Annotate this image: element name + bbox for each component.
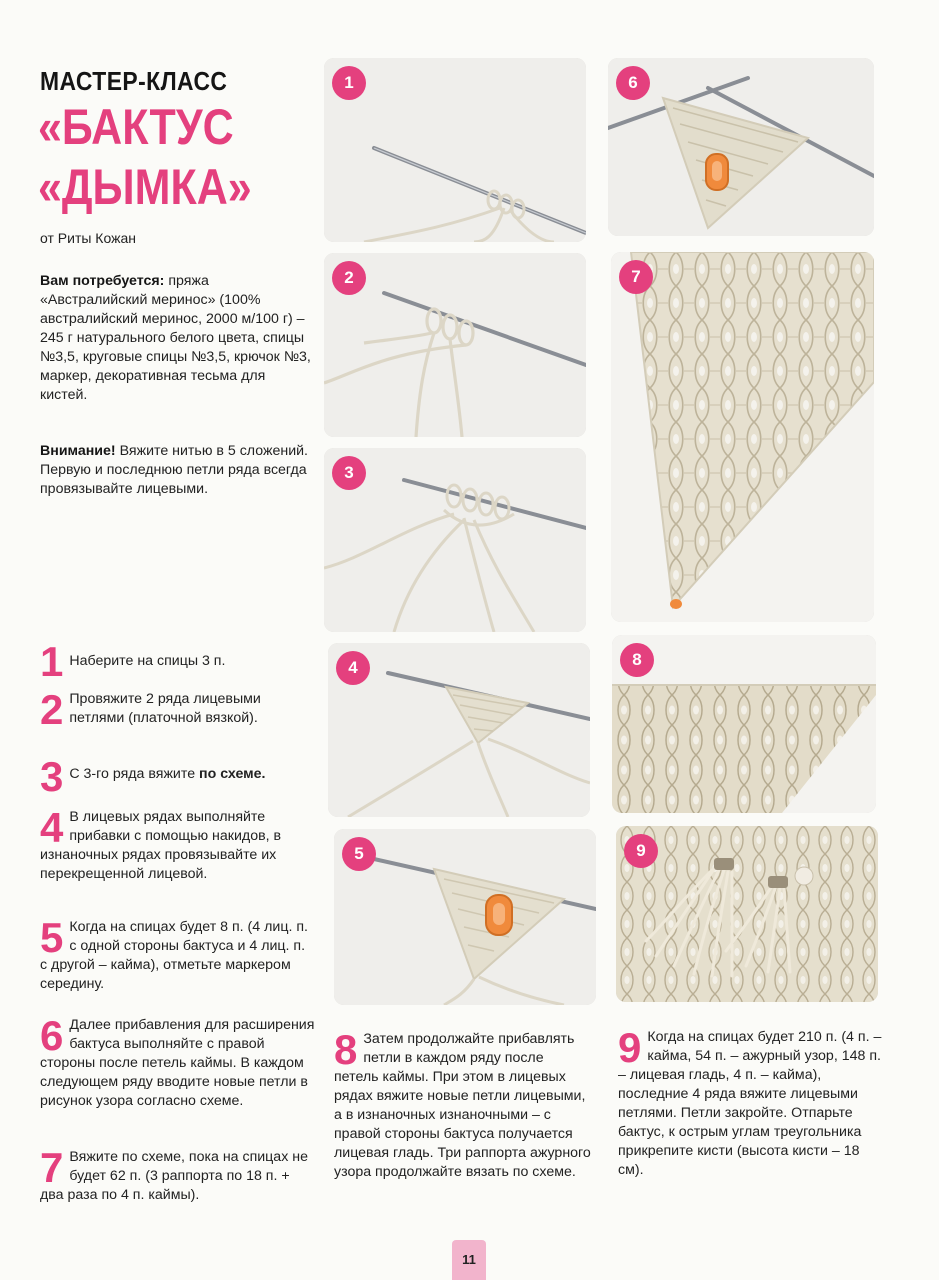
photo-9: [616, 826, 878, 1002]
step-number: 3: [40, 753, 64, 800]
step-number: 5: [40, 914, 64, 961]
photo-badge: 4: [336, 651, 370, 685]
step-8: [334, 1026, 592, 1182]
step-text: Наберите на спицы 3 п.: [69, 653, 226, 669]
step-text: В лицевых рядах выполняйте прибавки с помощью накидов, в изнаночных рядах провязывайте их перекрещенной лицевой.: [40, 809, 282, 882]
step-number: 7: [40, 1144, 64, 1191]
step-text: Затем продолжайте прибавлять петли в каждом ряду после петель каймы. При этом в лицевых рядах вяжите новые петли лицевыми, а в изнаночных изнаночными – с правой стороны бактуса получается лицевая гладь. Три раппорта ажурного узора продолжайте вязать по схеме.: [334, 1031, 591, 1180]
photo-8: [612, 635, 876, 813]
step-text: Вяжите по схеме, пока на спицах не будет 62 п. (3 раппорта по 18 п. + два раза по 4 п. каймы).: [40, 1149, 308, 1203]
header-label: МАСТЕР-КЛАСС: [40, 66, 228, 96]
step-text: Провяжите 2 ряда лицевыми петлями (платочной вязкой).: [69, 691, 261, 726]
photo-badge: 3: [332, 456, 366, 490]
title-line-2: «ДЫМКА»: [38, 159, 252, 215]
step-2: [40, 686, 312, 733]
step-5: [40, 914, 316, 994]
title-line-1: «БАКТУС: [38, 99, 234, 155]
page-number: 11: [452, 1240, 486, 1280]
materials-label: Вам потребуется:: [40, 273, 165, 289]
materials-text: пряжа «Австралийский меринос» (100% австралийский меринос, 2000 м/100 г) – 245 г натурального белого цвета, спицы №3,5, круговые спицы №3,5, крючок №3, маркер, декоративная тесьма для кистей.: [40, 273, 311, 403]
photo-badge: 7: [619, 260, 653, 294]
step-4: [40, 804, 315, 884]
attention-text: Вяжите нитью в 5 сложений. Первую и последнюю петли ряда всегда провязывайте лицевыми.: [40, 443, 308, 497]
photo-badge: 5: [342, 837, 376, 871]
photo-4: [328, 643, 590, 817]
photo-badge: 1: [332, 66, 366, 100]
attention-label: Внимание!: [40, 443, 116, 459]
materials-paragraph: [40, 272, 312, 405]
step-text: С 3-го ряда вяжите: [69, 766, 200, 782]
photo-badge: 9: [624, 834, 658, 868]
step-number: 8: [334, 1026, 358, 1073]
photo-badge: 2: [332, 261, 366, 295]
step-text: Когда на спицах будет 210 п. (4 п. – кайма, 54 п. – ажурный узор, 148 п. – лицевая гладь, 4 п. – кайма), последние 4 ряда вяжите лицевыми петлями. Петли закройте. Отпарьте бактус, к острым углам треугольника прикрепите кисти (высота кисти – 18 см).: [618, 1029, 882, 1178]
step-text: Когда на спицах будет 8 п. (4 лиц. п. с одной стороны бактуса и 4 лиц. п. с другой – кайма), отметьте маркером середину.: [40, 919, 308, 992]
step-text-bold: по схеме.: [199, 766, 266, 782]
photo-2: [324, 253, 586, 437]
step-1: [40, 638, 312, 685]
photo-badge: 6: [616, 66, 650, 100]
photo-7: [611, 252, 874, 622]
step-number: 6: [40, 1012, 64, 1059]
step-9: [618, 1024, 884, 1180]
step-text: Далее прибавления для расширения бактуса выполняйте с правой стороны после петель каймы. В каждом следующем ряду вводите новые петли в рисунок узора согласно схеме.: [40, 1017, 315, 1109]
photo-3: [324, 448, 586, 632]
attention-paragraph: [40, 442, 312, 499]
photo-7-image: [611, 252, 874, 622]
step-number: 4: [40, 804, 64, 851]
photo-1: [324, 58, 586, 242]
step-3: [40, 753, 320, 800]
author: от Риты Кожан: [40, 230, 136, 246]
step-7: [40, 1144, 316, 1205]
step-number: 9: [618, 1024, 642, 1071]
photo-badge: 8: [620, 643, 654, 677]
step-number: 1: [40, 638, 64, 685]
step-number: 2: [40, 686, 64, 733]
photo-6: [608, 58, 874, 236]
step-6: [40, 1012, 316, 1111]
photo-5: [334, 829, 596, 1005]
